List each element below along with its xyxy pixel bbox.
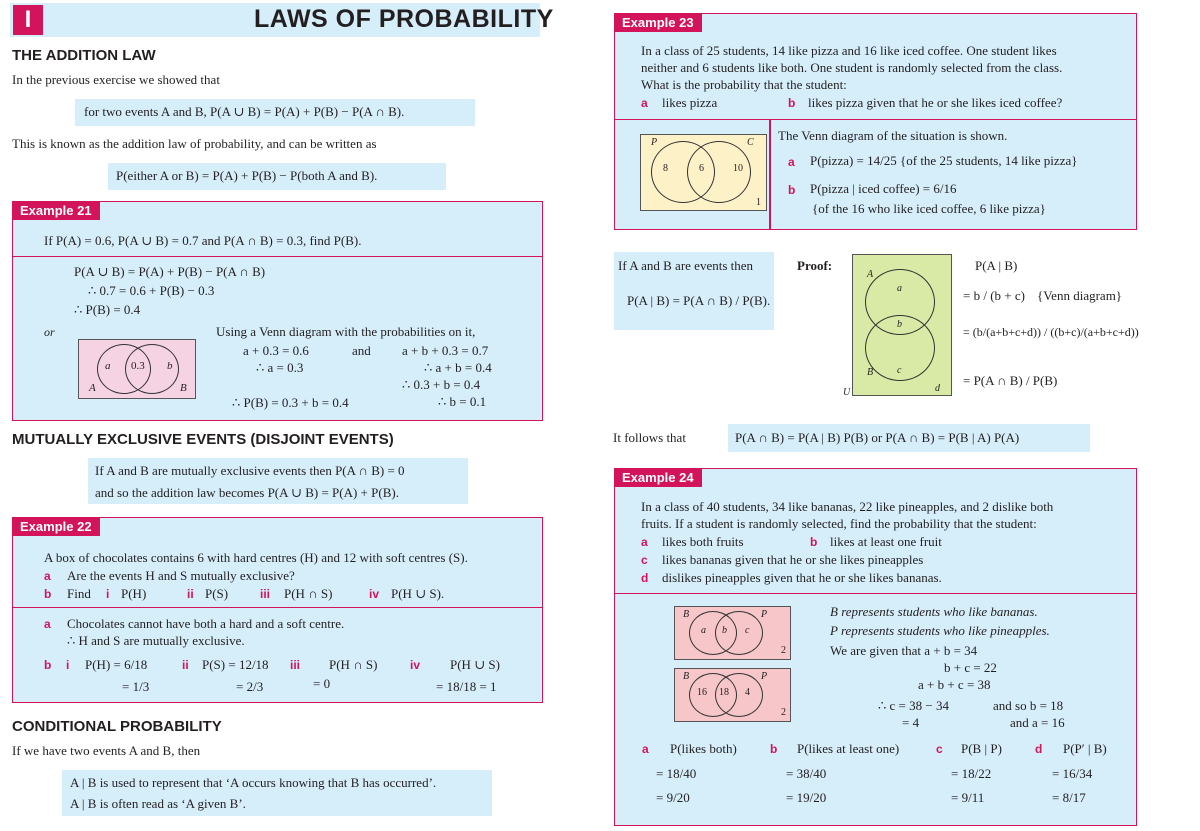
proof-step-5: = P(A ∩ B) / P(B) (963, 373, 1058, 388)
ex24-ans-c-2: = 9/11 (951, 790, 985, 805)
ex21-right-4: ∴ b = 0.1 (438, 394, 487, 409)
venn-val-out: 1 (756, 197, 761, 208)
venn-label-mid: 0.3 (131, 360, 145, 372)
proof-step-2: = b / (b + c) (963, 288, 1025, 303)
ex21-question: If P(A) = 0.6, P(A ∪ B) = 0.7 and P(A ∩ B) = 0.3, find P(B). (44, 233, 362, 248)
ex24-q-1: In a class of 40 students, 34 like bananas, 22 like pineapples, and 2 dislike both (641, 499, 1054, 514)
addition-intro: In the previous exercise we showed that (12, 72, 220, 87)
ex22-q1: A box of chocolates contains 6 with hard centres (H) and 12 with soft centres (S). (44, 550, 468, 565)
ex24-ans-d-head: P(P′ | B) (1063, 741, 1107, 756)
ex21-left-2: ∴ a = 0.3 (256, 360, 304, 375)
proof-def-2: P(A | B) = P(A ∩ B) / P(B). (627, 293, 771, 308)
venn-set-A: A (89, 382, 96, 394)
ex22-sa-2: ∴ H and S are mutually exclusive. (67, 633, 245, 648)
ex21-venn-text: Using a Venn diagram with the probabilities on it, (216, 324, 476, 339)
venn-label-a: a (105, 360, 111, 372)
ex24-sol-5: a + b + c = 38 (918, 677, 991, 692)
proof-step-4: = (b/(a+b+c+d)) / ((b+c)/(a+b+c+d)) (963, 325, 1139, 339)
ex24-qc: likes bananas given that he or she likes pineapples (662, 552, 924, 567)
ex24-ans-d-2: = 8/17 (1052, 790, 1086, 805)
venn-val-mid: 6 (699, 163, 704, 174)
conditional-line-1: A | B is used to represent that ‘A occurs knowing that B has occurred’. (70, 775, 437, 790)
ex21-or: or (44, 325, 55, 339)
ex23-q-2: neither and 6 students like both. One student is randomly selected from the class. (641, 60, 1063, 75)
proof-follows-formula: P(A ∩ B) = P(A | B) P(B) or P(A ∩ B) = P(B | A) P(A) (735, 430, 1020, 445)
ex23-venn (640, 134, 767, 211)
venn-label-B: B (683, 609, 690, 620)
venn-label-a: a (701, 625, 706, 636)
ex24-sol-4: b + c = 22 (944, 660, 997, 675)
ex22-qb-find: Find (67, 586, 91, 601)
venn-val-c: 4 (745, 687, 750, 698)
ex24-ans-d-1: = 16/34 (1052, 766, 1093, 781)
ex23-qb-label: b (788, 96, 796, 110)
addition-heading: THE ADDITION LAW (12, 47, 156, 64)
ex21-left-1: a + 0.3 = 0.6 (243, 343, 309, 358)
ex21-right-1: a + b + 0.3 = 0.7 (402, 343, 489, 358)
proof-step-1: P(A | B) (975, 258, 1018, 273)
ex22-qb-i: P(H) (121, 586, 147, 601)
example24-header: Example 24 (614, 468, 702, 487)
venn-label-b: b (722, 625, 727, 636)
example23-header: Example 23 (614, 13, 702, 32)
venn-val-out: 2 (781, 707, 786, 718)
ex23-qa: likes pizza (662, 95, 718, 110)
venn-val-a: 16 (697, 687, 707, 698)
example22-box (12, 517, 543, 703)
ex23-q-3: What is the probability that the student: (641, 77, 847, 92)
venn-label-B: B (867, 367, 874, 378)
ex21-line-3: ∴ P(B) = 0.4 (74, 302, 141, 317)
proof-venn (852, 254, 952, 396)
ex24-calc-4: and a = 16 (1010, 715, 1065, 730)
proof-label: Proof: (797, 258, 833, 273)
ex24-ans-b-2: = 19/20 (786, 790, 827, 805)
addition-formula2: P(either A or B) = P(A) + P(B) − P(both A and B). (116, 168, 378, 183)
proof-def-1: If A and B are events then (618, 258, 754, 273)
ex23-sol-intro: The Venn diagram of the situation is shown. (778, 128, 1008, 143)
venn-label-P: P (651, 137, 658, 148)
venn-val-left: 8 (663, 163, 668, 174)
ex24-ans-b-head: P(likes at least one) (797, 741, 900, 756)
ex22-sb-iii-2: = 0 (313, 676, 331, 691)
ex23-divider (614, 119, 1137, 120)
ex24-venn-2 (674, 668, 791, 722)
ex22-sb-i-label: i (66, 658, 70, 672)
chapter-number: I (13, 5, 43, 35)
mutual-line-2: and so the addition law becomes P(A ∪ B) = P(A) + P(B). (95, 485, 399, 500)
ex22-qb-iv-label: iv (369, 587, 380, 601)
ex21-venn (78, 339, 196, 399)
ex22-qb-i-label: i (106, 587, 110, 601)
ex21-right-3: ∴ 0.3 + b = 0.4 (402, 377, 481, 392)
venn-label-P: P (761, 609, 768, 620)
proof-follows: It follows that (613, 430, 686, 445)
ex22-qa: Are the events H and S mutually exclusive? (67, 568, 295, 583)
ex22-sb-label: b (44, 658, 52, 672)
example22-header: Example 22 (12, 517, 100, 536)
ex24-qd: dislikes pineapples given that he or she likes bananas. (662, 570, 942, 585)
proof-step-3: {Venn diagram} (1037, 288, 1123, 303)
ex23-sb-2: {of the 16 who like iced coffee, 6 like pizza} (812, 201, 1046, 216)
venn-label-c: c (745, 625, 750, 636)
ex22-qb-ii: P(S) (205, 586, 229, 601)
ex23-sa-label: a (788, 155, 795, 169)
ex24-qb-label: b (810, 535, 818, 549)
conditional-intro: If we have two events A and B, then (12, 743, 201, 758)
ex22-sb-iii-label: iii (290, 658, 301, 672)
addition-text: This is known as the addition law of probability, and can be written as (12, 136, 377, 151)
ex22-qa-label: a (44, 569, 51, 583)
venn-val-b: 18 (719, 687, 729, 698)
ex24-qd-label: d (641, 571, 649, 585)
example21-header: Example 21 (12, 201, 100, 220)
ex24-ans-c-1: = 18/22 (951, 766, 992, 781)
ex23-sa: P(pizza) = 14/25 {of the 25 students, 14 like pizza} (810, 153, 1078, 168)
ex21-divider (12, 256, 543, 257)
ex22-qb-iii: P(H ∩ S) (284, 586, 333, 601)
ex22-sa-1: Chocolates cannot have both a hard and a soft centre. (67, 616, 345, 631)
venn-label-c: c (897, 365, 902, 376)
ex24-qa-label: a (641, 535, 648, 549)
venn-label-P: P (761, 671, 768, 682)
ex24-ans-b-label: b (770, 742, 778, 756)
ex21-and: and (352, 343, 371, 358)
venn-label-b: b (167, 360, 173, 372)
venn-label-C: C (747, 137, 754, 148)
ex22-sb-i-2: = 1/3 (122, 679, 150, 694)
ex22-sb-iii-1: P(H ∩ S) (329, 657, 378, 672)
ex21-right-2: ∴ a + b = 0.4 (424, 360, 492, 375)
ex24-ans-a-label: a (642, 742, 649, 756)
ex22-qb-iii-label: iii (260, 587, 271, 601)
ex24-ans-a-head: P(likes both) (670, 741, 737, 756)
venn-label-a: a (897, 283, 902, 294)
ex22-sb-iv-2: = 18/18 = 1 (436, 679, 497, 694)
venn-label-d: d (935, 383, 940, 394)
ex24-ans-a-1: = 18/40 (656, 766, 697, 781)
venn-label-b: b (897, 319, 902, 330)
ex22-qb-label: b (44, 587, 52, 601)
ex24-qa: likes both fruits (662, 534, 744, 549)
ex22-divider (12, 607, 543, 608)
ex23-qa-label: a (641, 96, 648, 110)
ex24-venn-1 (674, 606, 791, 660)
ex22-sb-ii-2: = 2/3 (236, 679, 264, 694)
ex24-ans-a-2: = 9/20 (656, 790, 690, 805)
venn-val-right: 10 (733, 163, 743, 174)
venn-label-A: A (867, 269, 874, 280)
ex22-qb-iv: P(H ∪ S). (391, 586, 445, 601)
ex24-divider (614, 593, 1137, 594)
ex22-sb-ii-label: ii (182, 658, 189, 672)
ex23-sb-label: b (788, 183, 796, 197)
ex21-line-1: P(A ∪ B) = P(A) + P(B) − P(A ∩ B) (74, 264, 266, 279)
ex23-q-1: In a class of 25 students, 14 like pizza and 16 like iced coffee. One student likes (641, 43, 1057, 58)
conditional-line-2: A | B is often read as ‘A given B’. (70, 796, 246, 811)
ex22-sb-ii-1: P(S) = 12/18 (202, 657, 269, 672)
ex22-qb-ii-label: ii (187, 587, 194, 601)
conditional-heading: CONDITIONAL PROBABILITY (12, 718, 222, 735)
ex24-ans-c-label: c (936, 742, 943, 756)
venn-label-B: B (683, 671, 690, 682)
ex24-calc-2: = 4 (902, 715, 920, 730)
venn-label-out: 2 (781, 645, 786, 656)
ex24-ans-d-label: d (1035, 742, 1043, 756)
ex24-qc-label: c (641, 553, 648, 567)
ex21-final: ∴ P(B) = 0.3 + b = 0.4 (232, 395, 349, 410)
mutual-heading: MUTUALLY EXCLUSIVE EVENTS (DISJOINT EVENTS) (12, 431, 394, 448)
mutual-line-1: If A and B are mutually exclusive events then P(A ∩ B) = 0 (95, 463, 405, 478)
venn-label-U: U (843, 387, 851, 398)
ex24-qb: likes at least one fruit (830, 534, 942, 549)
ex24-q-2: fruits. If a student is randomly selected, find the probability that the student: (641, 516, 1037, 531)
ex24-calc-3: and so b = 18 (993, 698, 1064, 713)
addition-formula: for two events A and B, P(A ∪ B) = P(A) + P(B) − P(A ∩ B). (84, 104, 405, 119)
ex23-qb: likes pizza given that he or she likes iced coffee? (808, 95, 1063, 110)
ex23-sb-1: P(pizza | iced coffee) = 6/16 (810, 181, 957, 196)
ex23-divider-v (769, 119, 771, 229)
ex24-sol-3: We are given that a + b = 34 (830, 643, 978, 658)
ex24-ans-c-head: P(B | P) (961, 741, 1002, 756)
ex24-sol-1: B represents students who like bananas. (830, 604, 1038, 619)
ex24-calc-1: ∴ c = 38 − 34 (878, 698, 949, 713)
ex22-sb-iv-label: iv (410, 658, 421, 672)
ex22-sb-i-1: P(H) = 6/18 (85, 657, 148, 672)
ex22-sb-iv-1: P(H ∪ S) (450, 657, 500, 672)
ex22-sa-label: a (44, 617, 51, 631)
ex24-sol-2: P represents students who like pineapples. (830, 623, 1050, 638)
ex24-ans-b-1: = 38/40 (786, 766, 827, 781)
venn-set-B: B (180, 382, 187, 394)
chapter-title: LAWS OF PROBABILITY (254, 5, 554, 33)
ex21-line-2: ∴ 0.7 = 0.6 + P(B) − 0.3 (88, 283, 215, 298)
